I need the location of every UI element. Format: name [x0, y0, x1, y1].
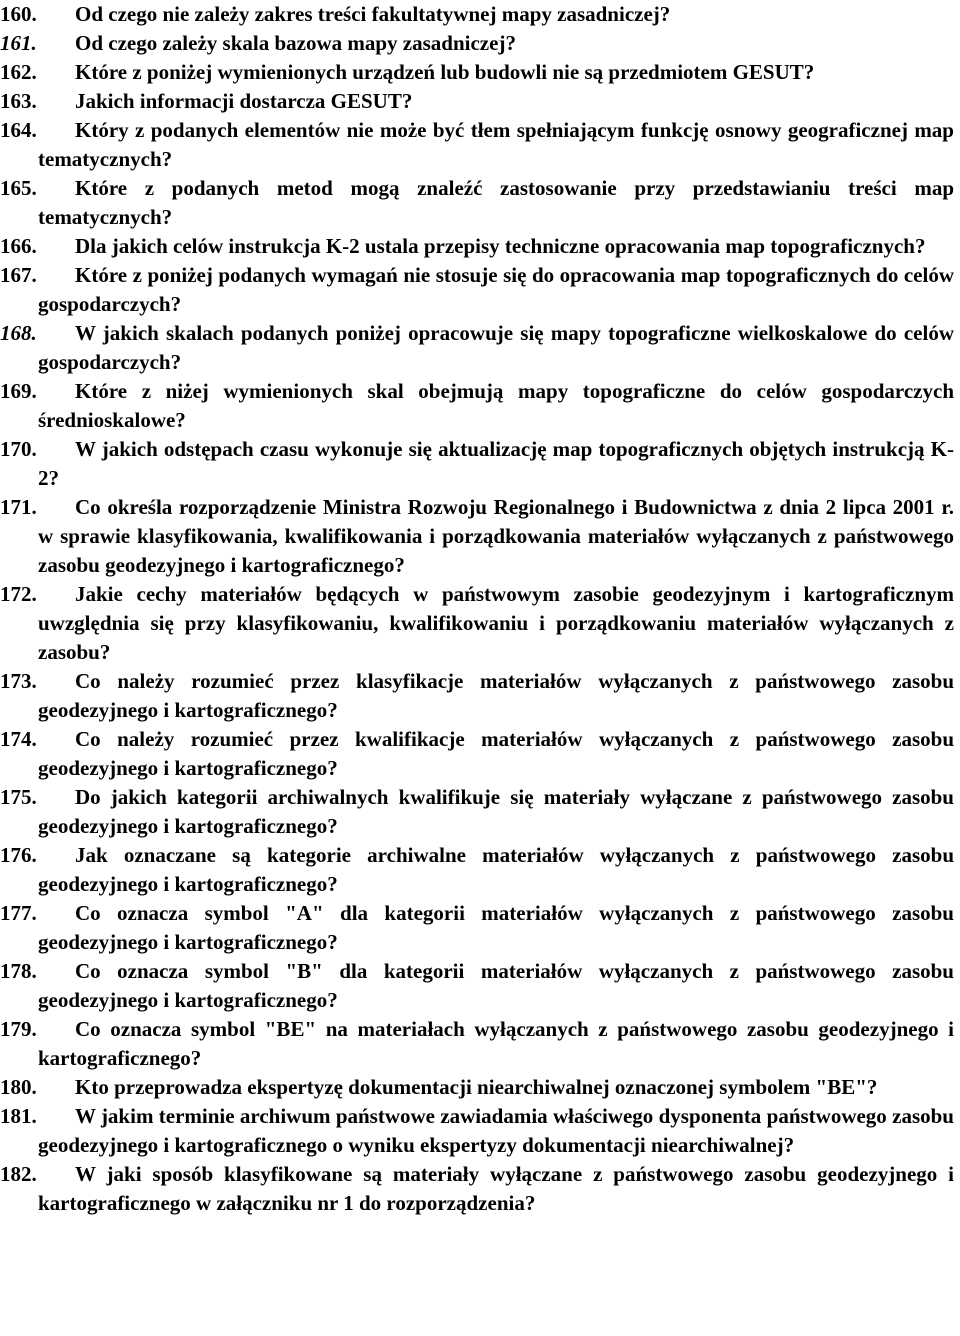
question-number: 167. [0, 263, 37, 287]
question-number: 160. [0, 2, 37, 26]
question-number: 175. [0, 785, 37, 809]
question-number: 162. [0, 60, 37, 84]
question-item [0, 580, 954, 667]
question-number: 174. [0, 727, 37, 751]
question-text: Który z podanych elementów nie może być tłem spełniającym funkcję osnowy geograficznej map tematycznych? [38, 118, 954, 171]
question-text: Które z podanych metod mogą znaleźć zastosowanie przy przedstawianiu treści map tematycznych? [38, 176, 954, 229]
question-number: 180. [0, 1075, 37, 1099]
question-text: Jakich informacji dostarcza GESUT? [75, 89, 413, 113]
question-text: Jakie cechy materiałów będących w państwowym zasobie geodezyjnym i kartograficznym uwzględnia się przy klasyfikowaniu, kwalifikowaniu i porządkowaniu materiałów wyłączanych z zasobu? [38, 582, 954, 664]
question-item [0, 261, 954, 319]
question-text: Dla jakich celów instrukcja K-2 ustala przepisy techniczne opracowania map topograficznych? [75, 234, 926, 258]
question-item [0, 58, 954, 87]
question-item [0, 725, 954, 783]
question-item [0, 1160, 954, 1218]
question-number: 181. [0, 1104, 37, 1128]
question-text: Od czego nie zależy zakres treści fakultatywnej mapy zasadniczej? [75, 2, 671, 26]
question-number: 172. [0, 582, 37, 606]
question-number: 166. [0, 234, 37, 258]
question-text: Które z poniżej wymienionych urządzeń lub budowli nie są przedmiotem GESUT? [75, 60, 815, 84]
question-text: Co oznacza symbol "A" dla kategorii materiałów wyłączanych z państwowego zasobu geodezyjnego i kartograficznego? [38, 901, 954, 954]
question-item [0, 0, 954, 29]
question-number: 177. [0, 901, 37, 925]
question-item [0, 174, 954, 232]
question-text: Które z niżej wymienionych skal obejmują mapy topograficzne do celów gospodarczych średnioskalowe? [38, 379, 954, 432]
question-item [0, 87, 954, 116]
question-item [0, 841, 954, 899]
question-item [0, 667, 954, 725]
question-text: Od czego zależy skala bazowa mapy zasadniczej? [75, 31, 516, 55]
question-text: W jakich skalach podanych poniżej opracowuje się mapy topograficzne wielkoskalowe do celów gospodarczych? [38, 321, 954, 374]
question-item [0, 1015, 954, 1073]
question-item [0, 493, 954, 580]
question-number: 182. [0, 1162, 37, 1186]
question-text: W jaki sposób klasyfikowane są materiały wyłączane z państwowego zasobu geodezyjnego i kartograficznego w załączniku nr 1 do rozporządzenia? [38, 1162, 954, 1215]
question-item [0, 1102, 954, 1160]
question-number: 161. [0, 31, 37, 55]
question-number: 179. [0, 1017, 37, 1041]
question-text: Co należy rozumieć przez klasyfikacje materiałów wyłączanych z państwowego zasobu geodezyjnego i kartograficznego? [38, 669, 954, 722]
question-number: 178. [0, 959, 37, 983]
question-item [0, 899, 954, 957]
question-text: W jakim terminie archiwum państwowe zawiadamia właściwego dysponenta państwowego zasobu geodezyjnego i kartograficznego o wyniku ekspertyzy dokumentacji niearchiwalnej? [38, 1104, 954, 1157]
question-text: Kto przeprowadza ekspertyzę dokumentacji niearchiwalnej oznaczonej symbolem "BE"? [75, 1075, 878, 1099]
question-number: 170. [0, 437, 37, 461]
question-text: Jak oznaczane są kategorie archiwalne materiałów wyłączanych z państwowego zasobu geodezyjnego i kartograficznego? [38, 843, 954, 896]
question-text: Co oznacza symbol "BE" na materiałach wyłączanych z państwowego zasobu geodezyjnego i kartograficznego? [38, 1017, 954, 1070]
question-text: Co oznacza symbol "B" dla kategorii materiałów wyłączanych z państwowego zasobu geodezyjnego i kartograficznego? [38, 959, 954, 1012]
question-text: W jakich odstępach czasu wykonuje się aktualizację map topograficznych objętych instrukcją K-2? [38, 437, 954, 490]
question-item [0, 377, 954, 435]
question-item [0, 957, 954, 1015]
question-number: 169. [0, 379, 37, 403]
question-text: Które z poniżej podanych wymagań nie stosuje się do opracowania map topograficznych do celów gospodarczych? [38, 263, 954, 316]
question-number: 171. [0, 495, 37, 519]
question-number: 163. [0, 89, 37, 113]
question-number: 176. [0, 843, 37, 867]
question-number: 165. [0, 176, 37, 200]
question-item [0, 116, 954, 174]
question-item [0, 1073, 954, 1102]
question-item [0, 232, 954, 261]
question-text: Do jakich kategorii archiwalnych kwalifikuje się materiały wyłączane z państwowego zasobu geodezyjnego i kartograficznego? [38, 785, 954, 838]
question-number: 164. [0, 118, 37, 142]
question-item [0, 319, 954, 377]
question-number: 173. [0, 669, 37, 693]
question-item [0, 435, 954, 493]
question-text: Co należy rozumieć przez kwalifikacje materiałów wyłączanych z państwowego zasobu geodezyjnego i kartograficznego? [38, 727, 954, 780]
question-text: Co określa rozporządzenie Ministra Rozwoju Regionalnego i Budownictwa z dnia 2 lipca 2001 r. w sprawie klasyfikowania, kwalifikowania i porządkowania materiałów wyłączanych z państwowego zasobu geodezyjnego i kartograficznego? [38, 495, 954, 577]
question-number: 168. [0, 321, 37, 345]
question-item [0, 29, 954, 58]
question-item [0, 783, 954, 841]
